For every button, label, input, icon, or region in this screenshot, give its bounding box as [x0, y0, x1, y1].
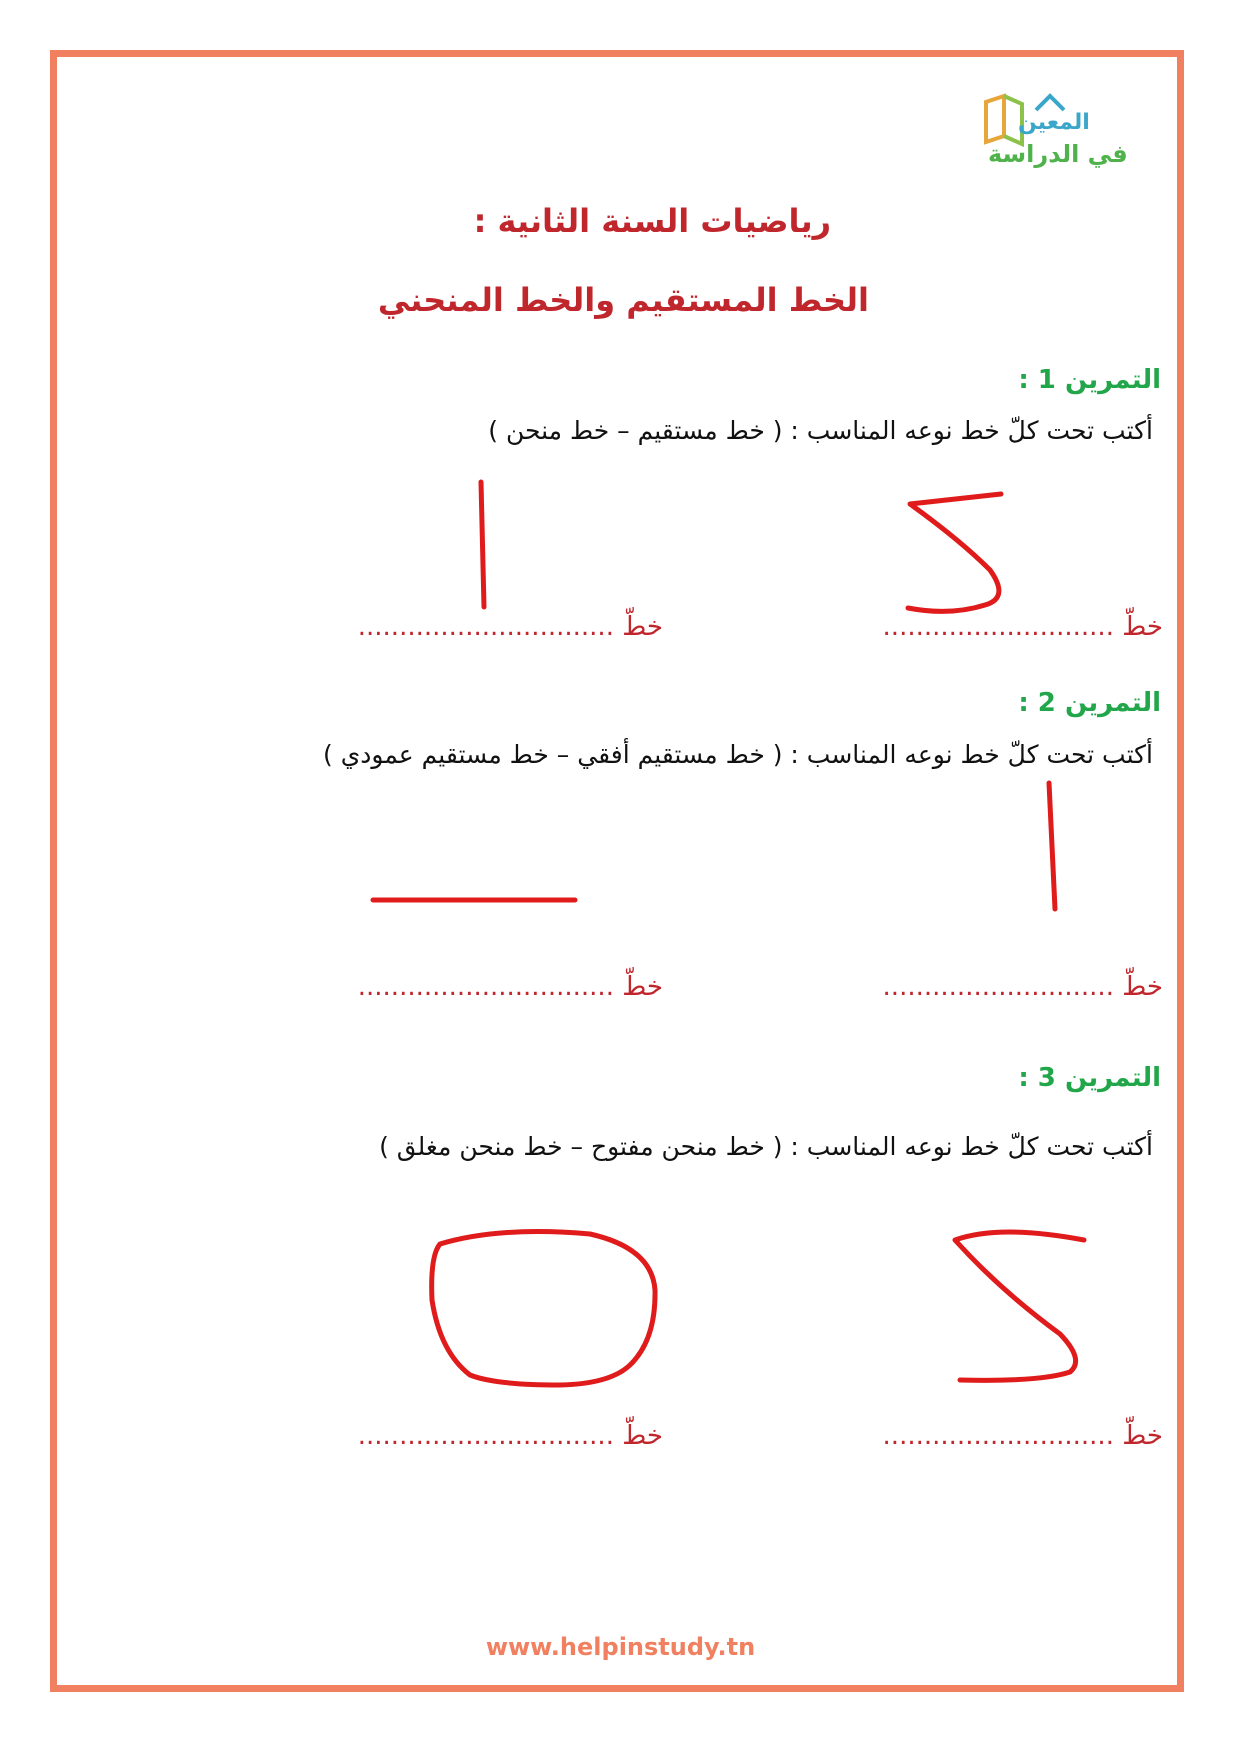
exercise-1-answer-left[interactable] [358, 612, 663, 642]
answer-word: خطّ [622, 972, 663, 1002]
exercise-1-heading: التمرين 1 : [1018, 365, 1161, 395]
answer-word: خطّ [622, 612, 663, 642]
answer-blank[interactable]: ............................... [357, 1421, 614, 1451]
exercise-2-instruction: أكتب تحت كلّ خط نوعه المناسب : ( خط مستقيم أفقي – خط مستقيم عمودي ) [323, 740, 1153, 769]
exercise-2-answer-left[interactable] [358, 972, 663, 1002]
logo-line1: المعين [1018, 110, 1090, 135]
exercise-2-answer-right[interactable] [883, 972, 1163, 1002]
answer-blank[interactable]: ............................... [357, 612, 614, 642]
answer-word: خطّ [1122, 1421, 1163, 1451]
answer-blank[interactable]: ............................... [357, 972, 614, 1002]
exercise-1-instruction: أكتب تحت كلّ خط نوعه المناسب : ( خط مستقيم – خط منحن ) [488, 416, 1153, 445]
exercise-3-instruction: أكتب تحت كلّ خط نوعه المناسب : ( خط منحن مفتوح – خط منحن مغلق ) [379, 1132, 1153, 1161]
logo-line2: في الدراسة [988, 140, 1128, 168]
page-title: رياضيات السنة الثانية : [473, 202, 831, 240]
exercise-1-answer-right[interactable] [883, 612, 1163, 642]
logo [978, 90, 1148, 185]
answer-blank[interactable]: ............................ [882, 612, 1114, 642]
page-subtitle: الخط المستقيم والخط المنحني [377, 281, 869, 319]
exercise-3-answer-left[interactable] [358, 1421, 663, 1451]
footer-url[interactable]: www.helpinstudy.tn [485, 1633, 756, 1661]
answer-word: خطّ [1122, 612, 1163, 642]
exercise-3-heading: التمرين 3 : [1018, 1063, 1161, 1093]
answer-word: خطّ [1122, 972, 1163, 1002]
answer-blank[interactable]: ............................ [882, 972, 1114, 1002]
answer-word: خطّ [622, 1421, 663, 1451]
answer-blank[interactable]: ............................ [882, 1421, 1114, 1451]
exercise-3-answer-right[interactable] [883, 1421, 1163, 1451]
exercise-2-heading: التمرين 2 : [1018, 688, 1161, 718]
book-icon [978, 90, 1148, 185]
